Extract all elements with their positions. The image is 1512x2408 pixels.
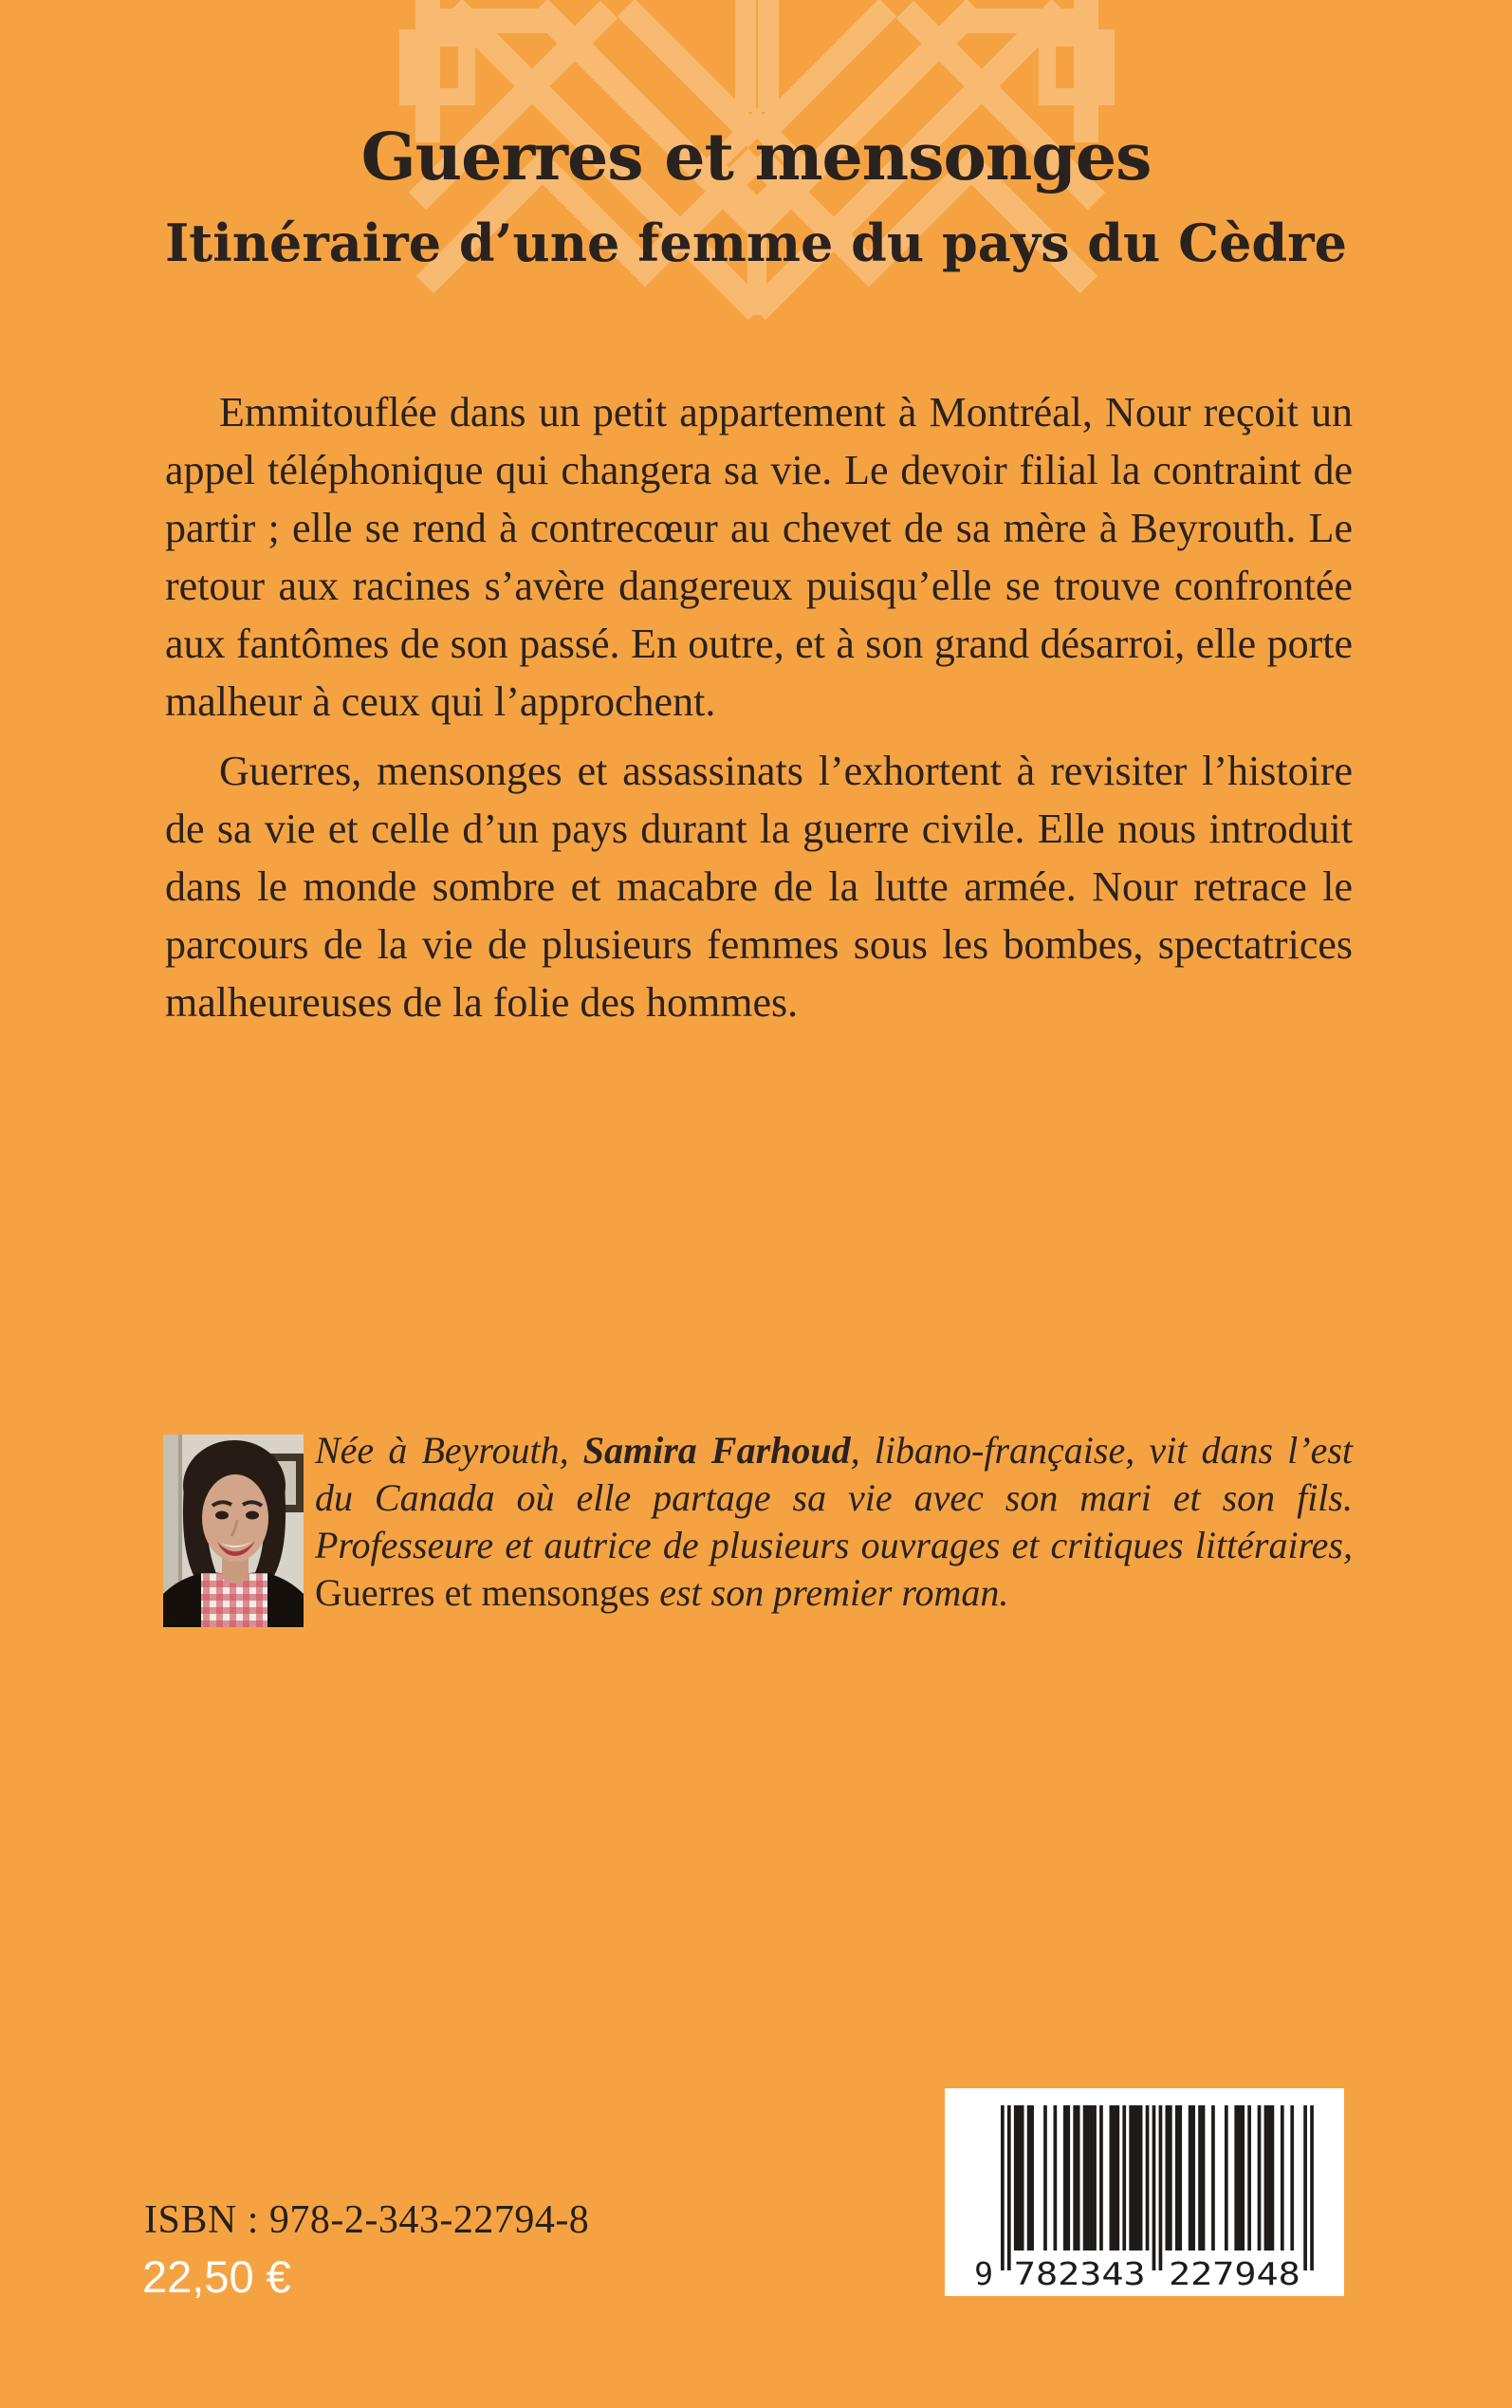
synopsis-paragraph-2: Guerres, mensonges et assassinats l’exhortent à revisiter l’histoire de sa vie et celle d’un pays durant la guerre civile. Elle nous introduit dans le monde sombre et macabre de la lutte armée. Nour retrace le parcours de la vie de plusieurs femmes sous les bombes, spectatrices malheureuses de la folie des hommes. <box>165 748 1353 1026</box>
barcode-bars <box>945 2088 1344 2296</box>
synopsis-paragraph-1: Emmitouflée dans un petit appartement à Montréal, Nour reçoit un appel téléphonique qui changera sa vie. Le devoir filial la contraint de partir ; elle se rend à contrecœur au chevet de sa mère à Beyrouth. Le retour aux racines s’avère dangereux puisqu’elle se trouve confrontée aux fantômes de son passé. En outre, et à son grand désarroi, elle porte malheur à ceux qui l’approchent. <box>165 389 1353 725</box>
author-name: Samira Farhoud <box>582 1429 851 1472</box>
svg-text:782343: 782343 <box>1013 2255 1146 2292</box>
isbn-label: ISBN : 978-2-343-22794-8 <box>144 2198 590 2242</box>
price-label: 22,50 € <box>142 2251 291 2302</box>
photo-face <box>202 1474 268 1562</box>
book-title-inline-mention: Guerres et mensonges <box>315 1571 651 1614</box>
svg-text:9: 9 <box>974 2255 993 2292</box>
bio-after-title: est son premier roman. <box>650 1571 1009 1614</box>
bio-before-name: Née à Beyrouth, <box>315 1429 583 1472</box>
bio-after-name: , libano-française, vit dans l’est du Canada où elle partage sa vie avec son mari et son fils. Professeure et autrice de plusieurs ouvrages et critiques littéraires, <box>315 1429 1354 1566</box>
svg-text:227948: 227948 <box>1168 2255 1300 2292</box>
synopsis-block <box>165 383 1353 1031</box>
author-bio-text <box>315 1427 1353 1617</box>
author-portrait-photo <box>163 1435 304 1627</box>
book-title: Guerres et mensonges <box>360 120 1152 195</box>
book-subtitle: Itinéraire d’une femme du pays du Cèdre <box>164 213 1347 273</box>
barcode <box>945 2088 1344 2296</box>
